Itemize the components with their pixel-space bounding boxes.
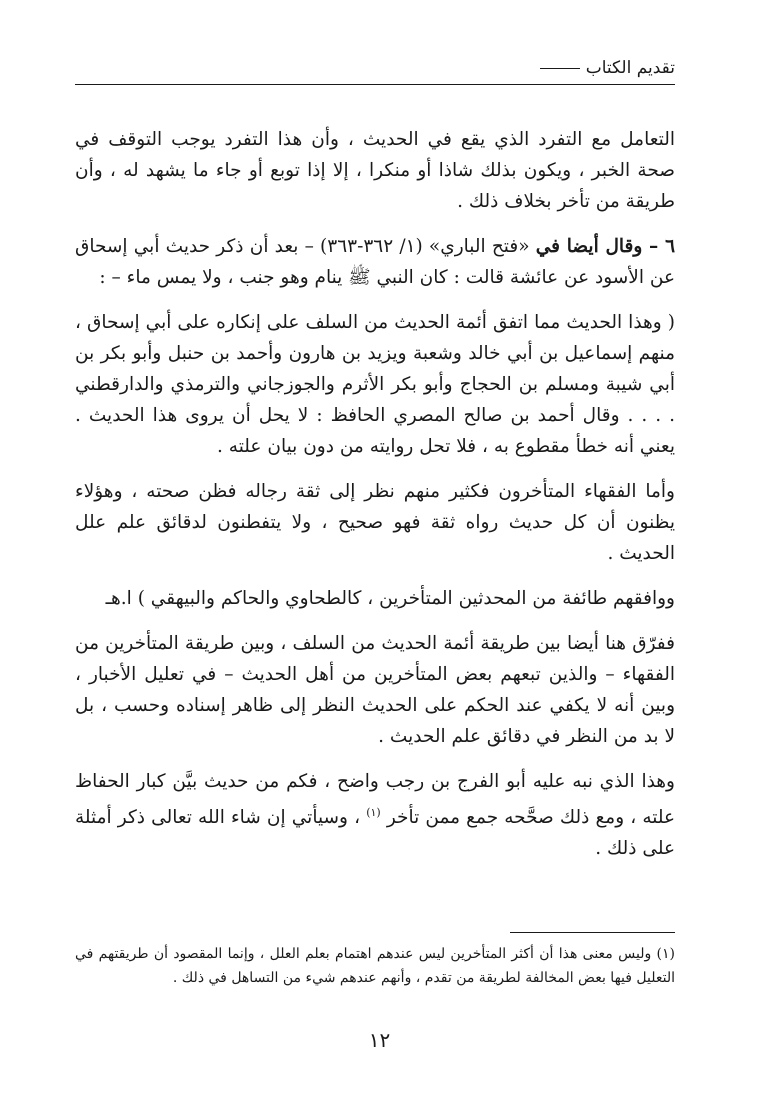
- running-title: تقديم الكتاب: [585, 58, 675, 78]
- quote-paragraph-3: ووافقهم طائفة من المحدثين المتأخرين ، كالطحاوي والحاكم والبيهقي ) ا.هـ: [105, 588, 675, 609]
- final-paragraph-text-2: ، وسيأتي إن شاء الله تعالى ذكر أمثلة على ذلك .: [75, 807, 675, 860]
- body-text: [75, 124, 675, 878]
- quote-paragraph-2: وأما الفقهاء المتأخرون فكثير منهم نظر إلى ثقة رجاله فظن صحته ، وهؤلاء يظنون أن كل حديث رواه ثقة فهو صحيح ، ولا يتفطنون لدقائق علم علل الحديث .: [75, 481, 675, 564]
- paragraph-item-6: [75, 231, 675, 293]
- footnote-1: (١) وليس معنى هذا أن أكثر المتأخرين ليس عندهم اهتمام بعلم العلل ، وإنما المقصود أن طريقتهم في التعليل فيها بعض المخالفة لطريقة من تقدم ، وأنهم عندهم شيء من التساهل في ذلك .: [75, 946, 675, 986]
- commentary-paragraph: ففرّق هنا أيضا بين طريقة أئمة الحديث من السلف ، وبين طريقة المتأخرين من الفقهاء – والذين تبعهم بعض المتأخرين من أهل الحديث – في تعليل الأخبار ، وبين أنه لا يكفي عند الحكم على الحديث النظر إلى ظاهر إسناده وحسب ، بل لا بد من النظر في دقائق علم الحديث .: [75, 633, 675, 747]
- header-rule: [75, 84, 675, 85]
- item-6-lead: ٦ – وقال أيضا في: [535, 236, 675, 257]
- final-paragraph-text-1: وهذا الذي نبه عليه أبو الفرج بن رجب واضح ، فكم من حديث بيَّن كبار الحفاظ علته ، ومع ذلك صحَّحه جمع ممن تأخر: [75, 771, 676, 829]
- footnote-rule: [510, 932, 675, 933]
- item-6-rest: «فتح الباري» (١/ ٣٦٢-٣٦٣) – بعد أن ذكر حديث أبي إسحاق عن الأسود عن عائشة قالت : كان النبي ﷺ ينام وهو جنب ، ولا يمس ماء – :: [75, 236, 675, 288]
- running-head: [540, 58, 675, 78]
- footnote-marker: (١): [366, 806, 381, 819]
- final-paragraph: [75, 766, 675, 864]
- footnotes: [75, 942, 675, 990]
- paragraph-1: التعامل مع التفرد الذي يقع في الحديث ، وأن هذا التفرد يوجب التوقف في صحة الخبر ، ويكون بذلك شاذا أو منكرا ، إلا إذا توبع أو جاء ما يشهد له ، وأن طريقة من تأخر بخلاف ذلك .: [75, 129, 675, 212]
- page-number: ١٢: [368, 1028, 391, 1052]
- quote-paragraph-1: ( وهذا الحديث مما اتفق أئمة الحديث من السلف على إنكاره على أبي إسحاق ، منهم إسماعيل بن أبي خالد وشعبة ويزيد بن هارون وأحمد بن حنبل وأبو بكر بن أبي شيبة ومسلم بن الحجاج وأبو بكر الأثرم والجوزجاني والترمذي والدارقطني . . . . وقال أحمد بن صالح المصري الحافظ : لا يحل أن يروى هذا الحديث . يعني أنه خطأ مقطوع به ، فلا تحل روايته من دون بيان علته .: [75, 312, 675, 457]
- running-head-dash: [540, 68, 580, 69]
